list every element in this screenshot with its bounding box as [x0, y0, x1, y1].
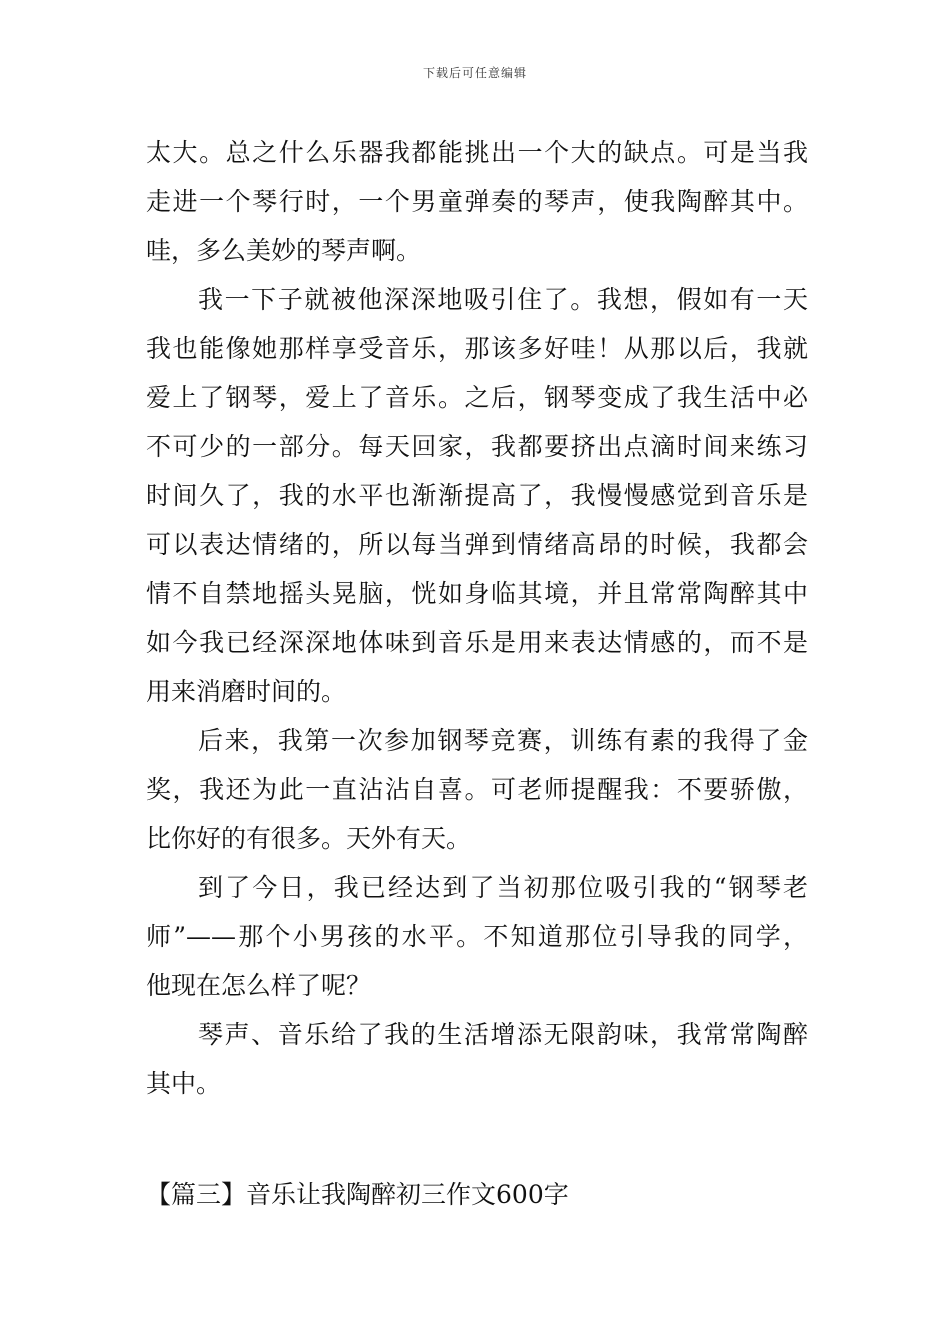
- text-line: 我也能像她那样享受音乐，那该多好哇！从那以后，我就: [146, 334, 808, 363]
- text-line: 爱上了钢琴，爱上了音乐。之后，钢琴变成了我生活中必: [146, 383, 808, 412]
- paragraph-2: [146, 275, 808, 716]
- text-line: 如今我已经深深地体味到音乐是用来表达情感的，而不是: [146, 628, 808, 657]
- text-line: 比你好的有很多。天外有天。: [146, 824, 472, 853]
- text-line: 他现在怎么样了呢？: [146, 971, 372, 1000]
- text-line: 奖，我还为此一直沾沾自喜。可老师提醒我：不要骄傲，: [146, 775, 808, 804]
- paragraph-5: [146, 1010, 808, 1108]
- text-line: 后来，我第一次参加钢琴竞赛，训练有素的我得了金: [198, 726, 808, 755]
- text-line: 师”——那个小男孩的水平。不知道那位引导我的同学，: [146, 922, 808, 951]
- paragraph-1: [146, 128, 808, 275]
- text-line: 琴声、音乐给了我的生活增添无限韵味，我常常陶醉: [198, 1020, 808, 1049]
- text-line: 可以表达情绪的，所以每当弹到情绪高昂的时候，我都会: [146, 530, 808, 559]
- text-line: 太大。总之什么乐器我都能挑出一个大的缺点。可是当我: [146, 138, 808, 167]
- paragraph-4: [146, 863, 808, 1010]
- text-line: 不可少的一部分。每天回家，我都要挤出点滴时间来练习: [146, 432, 808, 461]
- paragraph-3: [146, 716, 808, 863]
- page-header-note: 下载后可任意编辑: [422, 66, 527, 80]
- text-line: 走进一个琴行时，一个男童弹奏的琴声，使我陶醉其中。: [146, 187, 808, 216]
- text-line: 其中。: [146, 1069, 222, 1098]
- text-line: 到了今日，我已经达到了当初那位吸引我的“钢琴老: [198, 873, 808, 902]
- essay-body: [146, 128, 808, 1108]
- text-line: 情不自禁地摇头晃脑，恍如身临其境，并且常常陶醉其中: [146, 579, 808, 608]
- text-line: 时间久了，我的水平也渐渐提高了，我慢慢感觉到音乐是: [146, 481, 808, 510]
- section-heading: 【篇三】音乐让我陶醉初三作文600字: [146, 1180, 569, 1209]
- text-line: 用来消磨时间的。: [146, 677, 347, 706]
- text-line: 哇，多么美妙的琴声啊。: [146, 236, 422, 265]
- text-line: 我一下子就被他深深地吸引住了。我想，假如有一天: [198, 285, 808, 314]
